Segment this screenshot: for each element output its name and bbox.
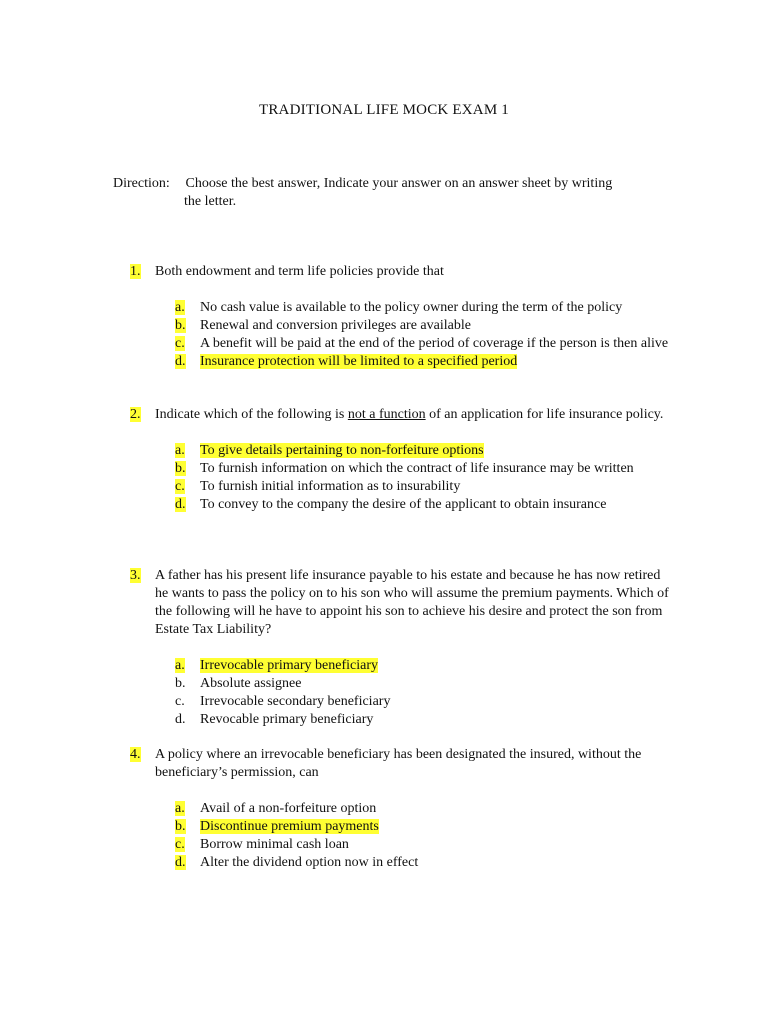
option-letter: c. (175, 694, 185, 709)
option-a (175, 299, 670, 317)
option-text: To furnish initial information as to insurability (200, 479, 461, 494)
option-letter: d. (175, 497, 186, 512)
question-number: 1. (130, 264, 141, 279)
option-b (175, 818, 670, 836)
option-b (175, 460, 670, 478)
question-number: 2. (130, 407, 141, 422)
option-letter: c. (175, 479, 185, 494)
option-text-highlighted: To give details pertaining to non-forfeiture options (200, 443, 484, 458)
question-text-underlined: not a function (347, 407, 426, 422)
option-text: Revocable primary beneficiary (200, 712, 374, 727)
option-text-highlighted: Insurance protection will be limited to a specified period (200, 354, 518, 369)
question-text-after: of an application for life insurance policy. (425, 407, 664, 422)
option-letter: b. (175, 819, 186, 834)
option-c (175, 693, 670, 711)
option-d (175, 711, 670, 729)
question-number: 4. (130, 747, 141, 762)
option-d (175, 496, 670, 514)
option-letter: c. (175, 837, 185, 852)
question-4 (130, 746, 670, 872)
option-text: To furnish information on which the contract of life insurance may be written (200, 461, 634, 476)
option-text: Borrow minimal cash loan (200, 837, 349, 852)
question-text (155, 406, 670, 424)
option-text: No cash value is available to the policy owner during the term of the policy (200, 300, 623, 315)
question-text: A father has his present life insurance payable to his estate and because he has now retired he wants to pass the policy on to his son who will assume the premium payments. Which of the following will he have to appoint his son to achieve his desire and protect the son from Estate Tax Liability? (155, 568, 669, 637)
page-title: TRADITIONAL LIFE MOCK EXAM 1 (258, 102, 510, 118)
option-letter: b. (175, 676, 186, 691)
option-letter: b. (175, 318, 186, 333)
option-text: To convey to the company the desire of the applicant to obtain insurance (200, 497, 607, 512)
option-a (175, 442, 670, 460)
option-letter: d. (175, 354, 186, 369)
option-b (175, 317, 670, 335)
direction-label: Direction: (113, 176, 170, 191)
question-3 (130, 567, 670, 729)
option-c (175, 478, 670, 496)
options-list (175, 657, 670, 729)
options-list (175, 800, 670, 872)
option-letter: a. (175, 658, 185, 673)
direction-block (113, 175, 673, 211)
option-text: Avail of a non-forfeiture option (200, 801, 377, 816)
option-text: Absolute assignee (200, 676, 302, 691)
option-letter: d. (175, 712, 186, 727)
option-letter: a. (175, 300, 185, 315)
options-list (175, 299, 670, 371)
option-letter: d. (175, 855, 186, 870)
option-letter: a. (175, 443, 185, 458)
option-b (175, 675, 670, 693)
option-a (175, 800, 670, 818)
option-letter: c. (175, 336, 185, 351)
question-text: Both endowment and term life policies provide that (155, 264, 444, 279)
option-text-highlighted: Irrevocable primary beneficiary (200, 658, 379, 673)
option-a (175, 657, 670, 675)
option-letter: b. (175, 461, 186, 476)
option-text-highlighted: Discontinue premium payments (200, 819, 379, 834)
option-d (175, 353, 670, 371)
direction-text-line2: the letter. (184, 194, 237, 209)
question-2 (130, 406, 670, 514)
options-list (175, 442, 670, 514)
question-1 (130, 263, 670, 371)
question-text-before: Indicate which of the following is (155, 407, 348, 422)
option-c (175, 836, 670, 854)
option-text: Alter the dividend option now in effect (200, 855, 419, 870)
option-c (175, 335, 670, 353)
option-text: Irrevocable secondary beneficiary (200, 694, 391, 709)
option-d (175, 854, 670, 872)
question-number: 3. (130, 568, 141, 583)
option-text: Renewal and conversion privileges are available (200, 318, 471, 333)
direction-text-line1: Choose the best answer, Indicate your answer on an answer sheet by writing (185, 176, 613, 191)
option-letter: a. (175, 801, 185, 816)
question-text: A policy where an irrevocable beneficiary has been designated the insured, without the beneficiary’s permission, can (155, 747, 642, 780)
option-text: A benefit will be paid at the end of the period of coverage if the person is then alive (200, 336, 669, 351)
